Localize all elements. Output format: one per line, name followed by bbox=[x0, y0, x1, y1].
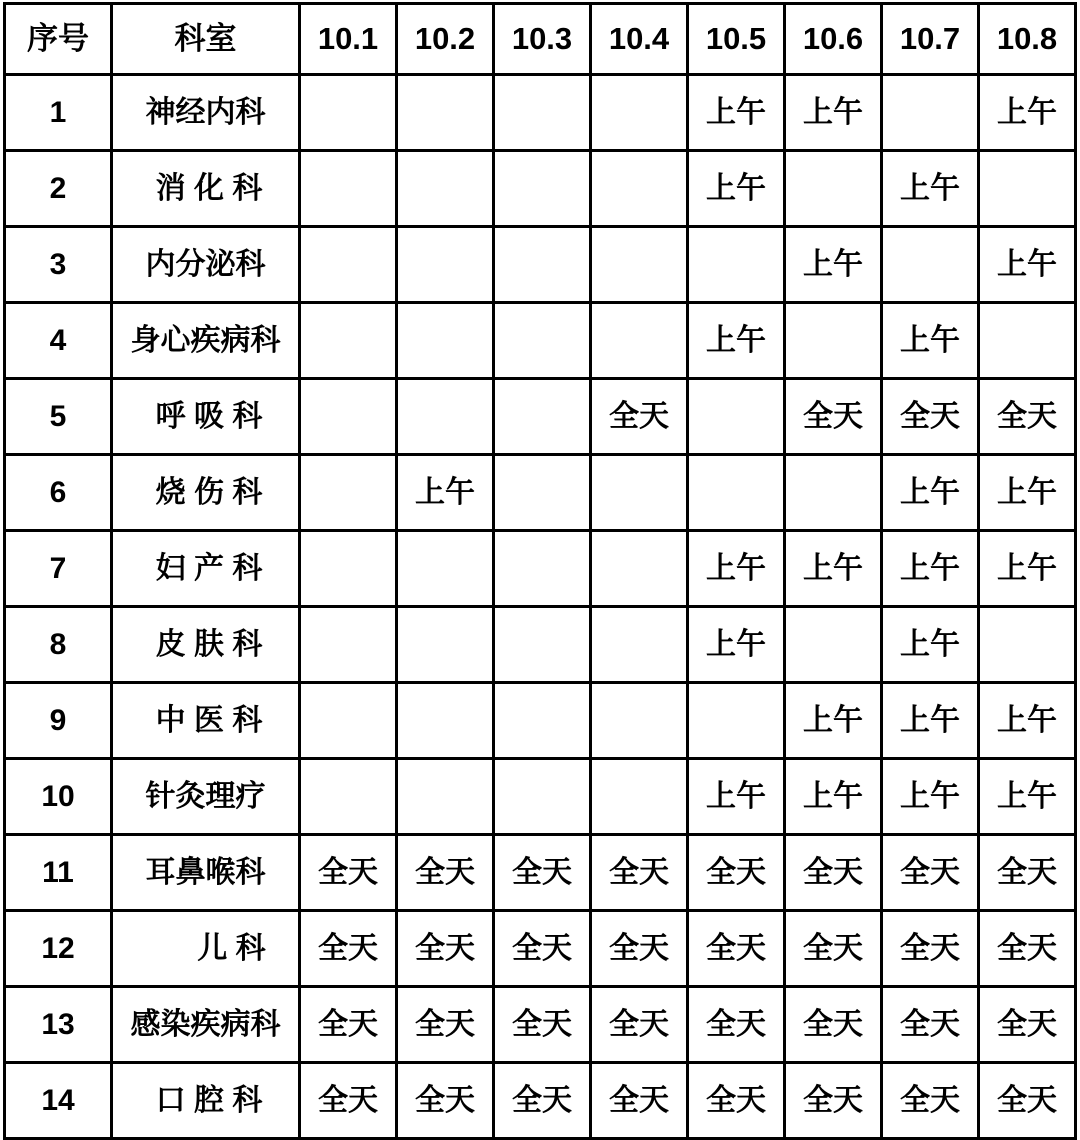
schedule-slot-cell bbox=[979, 607, 1076, 683]
schedule-slot-cell: 上午 bbox=[979, 531, 1076, 607]
schedule-slot-cell bbox=[397, 759, 494, 835]
schedule-slot-cell: 上午 bbox=[979, 455, 1076, 531]
schedule-slot-cell bbox=[300, 455, 397, 531]
schedule-slot-cell: 上午 bbox=[882, 531, 979, 607]
schedule-slot-cell bbox=[494, 607, 591, 683]
row-index-cell: 12 bbox=[5, 911, 112, 987]
table-row bbox=[5, 531, 1076, 607]
schedule-slot-cell bbox=[300, 379, 397, 455]
schedule-slot-cell: 全天 bbox=[300, 835, 397, 911]
table-row bbox=[5, 987, 1076, 1063]
department-name-cell: 口 腔 科 bbox=[112, 1063, 300, 1139]
table-header bbox=[5, 4, 1076, 75]
column-header-date-10-7: 10.7 bbox=[882, 4, 979, 75]
schedule-slot-cell bbox=[591, 455, 688, 531]
schedule-slot-cell: 上午 bbox=[397, 455, 494, 531]
schedule-slot-cell bbox=[397, 607, 494, 683]
schedule-slot-cell bbox=[494, 759, 591, 835]
table-row bbox=[5, 607, 1076, 683]
schedule-slot-cell: 上午 bbox=[785, 227, 882, 303]
schedule-slot-cell bbox=[882, 75, 979, 151]
row-index-cell: 14 bbox=[5, 1063, 112, 1139]
schedule-slot-cell bbox=[300, 75, 397, 151]
schedule-slot-cell: 全天 bbox=[785, 987, 882, 1063]
schedule-slot-cell: 上午 bbox=[688, 75, 785, 151]
schedule-slot-cell: 上午 bbox=[882, 303, 979, 379]
schedule-slot-cell: 全天 bbox=[882, 911, 979, 987]
schedule-slot-cell bbox=[494, 455, 591, 531]
schedule-slot-cell: 全天 bbox=[882, 987, 979, 1063]
schedule-slot-cell bbox=[494, 151, 591, 227]
schedule-slot-cell bbox=[397, 683, 494, 759]
row-index-cell: 1 bbox=[5, 75, 112, 151]
schedule-slot-cell: 全天 bbox=[979, 911, 1076, 987]
schedule-slot-cell: 上午 bbox=[785, 759, 882, 835]
department-name-cell: 烧 伤 科 bbox=[112, 455, 300, 531]
outpatient-schedule-table bbox=[3, 2, 1077, 1140]
column-header-date-10-3: 10.3 bbox=[494, 4, 591, 75]
column-header-date-10-2: 10.2 bbox=[397, 4, 494, 75]
schedule-slot-cell bbox=[591, 303, 688, 379]
schedule-slot-cell bbox=[591, 75, 688, 151]
table-row bbox=[5, 151, 1076, 227]
table-row bbox=[5, 835, 1076, 911]
table-row bbox=[5, 1063, 1076, 1139]
schedule-slot-cell: 上午 bbox=[688, 531, 785, 607]
schedule-slot-cell: 上午 bbox=[882, 607, 979, 683]
column-header-department: 科室 bbox=[112, 4, 300, 75]
column-header-date-10-4: 10.4 bbox=[591, 4, 688, 75]
schedule-slot-cell: 上午 bbox=[688, 151, 785, 227]
schedule-slot-cell: 上午 bbox=[688, 607, 785, 683]
schedule-slot-cell bbox=[591, 151, 688, 227]
schedule-slot-cell bbox=[300, 303, 397, 379]
schedule-slot-cell: 全天 bbox=[688, 911, 785, 987]
department-name-cell: 感染疾病科 bbox=[112, 987, 300, 1063]
schedule-slot-cell: 全天 bbox=[688, 987, 785, 1063]
schedule-slot-cell: 全天 bbox=[979, 987, 1076, 1063]
row-index-cell: 4 bbox=[5, 303, 112, 379]
schedule-slot-cell bbox=[397, 151, 494, 227]
table-row bbox=[5, 303, 1076, 379]
schedule-slot-cell bbox=[397, 531, 494, 607]
row-index-cell: 5 bbox=[5, 379, 112, 455]
schedule-slot-cell bbox=[882, 227, 979, 303]
schedule-slot-cell bbox=[785, 303, 882, 379]
row-index-cell: 10 bbox=[5, 759, 112, 835]
schedule-slot-cell: 全天 bbox=[591, 1063, 688, 1139]
schedule-slot-cell bbox=[494, 683, 591, 759]
schedule-slot-cell: 全天 bbox=[882, 835, 979, 911]
schedule-slot-cell: 全天 bbox=[494, 911, 591, 987]
schedule-slot-cell: 全天 bbox=[397, 1063, 494, 1139]
schedule-slot-cell: 全天 bbox=[688, 1063, 785, 1139]
schedule-slot-cell: 全天 bbox=[300, 911, 397, 987]
schedule-slot-cell: 上午 bbox=[785, 683, 882, 759]
schedule-slot-cell: 上午 bbox=[785, 75, 882, 151]
schedule-slot-cell: 全天 bbox=[785, 911, 882, 987]
department-name-cell: 皮 肤 科 bbox=[112, 607, 300, 683]
schedule-slot-cell: 上午 bbox=[882, 151, 979, 227]
schedule-slot-cell bbox=[397, 379, 494, 455]
schedule-slot-cell bbox=[688, 455, 785, 531]
schedule-slot-cell: 全天 bbox=[882, 379, 979, 455]
department-name-cell: 针灸理疗 bbox=[112, 759, 300, 835]
row-index-cell: 13 bbox=[5, 987, 112, 1063]
column-header-date-10-5: 10.5 bbox=[688, 4, 785, 75]
schedule-slot-cell bbox=[494, 531, 591, 607]
schedule-slot-cell bbox=[979, 303, 1076, 379]
schedule-slot-cell: 全天 bbox=[397, 987, 494, 1063]
department-name-cell: 妇 产 科 bbox=[112, 531, 300, 607]
schedule-slot-cell bbox=[494, 227, 591, 303]
schedule-slot-cell: 全天 bbox=[979, 835, 1076, 911]
schedule-slot-cell: 全天 bbox=[979, 1063, 1076, 1139]
schedule-slot-cell: 全天 bbox=[688, 835, 785, 911]
column-header-date-10-6: 10.6 bbox=[785, 4, 882, 75]
schedule-slot-cell: 上午 bbox=[979, 227, 1076, 303]
schedule-slot-cell: 全天 bbox=[785, 1063, 882, 1139]
schedule-slot-cell bbox=[397, 303, 494, 379]
row-index-cell: 11 bbox=[5, 835, 112, 911]
column-header-index: 序号 bbox=[5, 4, 112, 75]
schedule-slot-cell: 上午 bbox=[688, 303, 785, 379]
schedule-slot-cell: 全天 bbox=[300, 987, 397, 1063]
schedule-slot-cell bbox=[688, 683, 785, 759]
schedule-slot-cell: 全天 bbox=[979, 379, 1076, 455]
department-name-cell: 内分泌科 bbox=[112, 227, 300, 303]
schedule-slot-cell: 全天 bbox=[397, 835, 494, 911]
schedule-slot-cell bbox=[494, 75, 591, 151]
schedule-slot-cell: 全天 bbox=[882, 1063, 979, 1139]
department-name-cell: 儿 科 bbox=[112, 911, 300, 987]
table-row bbox=[5, 75, 1076, 151]
department-name-cell: 消 化 科 bbox=[112, 151, 300, 227]
table-row bbox=[5, 379, 1076, 455]
schedule-slot-cell: 全天 bbox=[397, 911, 494, 987]
schedule-slot-cell: 全天 bbox=[494, 987, 591, 1063]
table-row bbox=[5, 455, 1076, 531]
schedule-slot-cell bbox=[397, 75, 494, 151]
schedule-slot-cell bbox=[688, 379, 785, 455]
schedule-slot-cell: 全天 bbox=[494, 1063, 591, 1139]
table-row bbox=[5, 911, 1076, 987]
schedule-slot-cell: 上午 bbox=[882, 683, 979, 759]
column-header-date-10-8: 10.8 bbox=[979, 4, 1076, 75]
schedule-slot-cell: 上午 bbox=[785, 531, 882, 607]
schedule-slot-cell: 全天 bbox=[785, 835, 882, 911]
table-row bbox=[5, 759, 1076, 835]
schedule-slot-cell: 全天 bbox=[591, 911, 688, 987]
schedule-slot-cell bbox=[300, 683, 397, 759]
schedule-slot-cell bbox=[300, 227, 397, 303]
schedule-slot-cell bbox=[494, 303, 591, 379]
row-index-cell: 2 bbox=[5, 151, 112, 227]
row-index-cell: 8 bbox=[5, 607, 112, 683]
row-index-cell: 3 bbox=[5, 227, 112, 303]
schedule-slot-cell bbox=[688, 227, 785, 303]
schedule-slot-cell: 上午 bbox=[882, 455, 979, 531]
schedule-slot-cell bbox=[591, 607, 688, 683]
schedule-slot-cell: 全天 bbox=[591, 835, 688, 911]
row-index-cell: 9 bbox=[5, 683, 112, 759]
schedule-slot-cell bbox=[979, 151, 1076, 227]
schedule-slot-cell bbox=[591, 531, 688, 607]
schedule-slot-cell bbox=[494, 379, 591, 455]
schedule-slot-cell bbox=[300, 531, 397, 607]
schedule-slot-cell bbox=[300, 607, 397, 683]
row-index-cell: 6 bbox=[5, 455, 112, 531]
schedule-slot-cell: 全天 bbox=[300, 1063, 397, 1139]
schedule-slot-cell bbox=[785, 151, 882, 227]
table-row bbox=[5, 683, 1076, 759]
schedule-slot-cell bbox=[785, 455, 882, 531]
row-index-cell: 7 bbox=[5, 531, 112, 607]
schedule-slot-cell: 上午 bbox=[979, 75, 1076, 151]
table-row bbox=[5, 227, 1076, 303]
department-name-cell: 身心疾病科 bbox=[112, 303, 300, 379]
schedule-slot-cell bbox=[300, 151, 397, 227]
schedule-slot-cell: 全天 bbox=[591, 987, 688, 1063]
schedule-slot-cell: 全天 bbox=[591, 379, 688, 455]
department-name-cell: 耳鼻喉科 bbox=[112, 835, 300, 911]
column-header-date-10-1: 10.1 bbox=[300, 4, 397, 75]
schedule-slot-cell bbox=[591, 683, 688, 759]
schedule-slot-cell bbox=[591, 759, 688, 835]
schedule-slot-cell bbox=[300, 759, 397, 835]
schedule-slot-cell bbox=[785, 607, 882, 683]
table-body bbox=[5, 75, 1076, 1139]
schedule-slot-cell: 上午 bbox=[882, 759, 979, 835]
department-name-cell: 神经内科 bbox=[112, 75, 300, 151]
schedule-slot-cell bbox=[591, 227, 688, 303]
table-header-row bbox=[5, 4, 1076, 75]
department-name-cell: 呼 吸 科 bbox=[112, 379, 300, 455]
schedule-slot-cell bbox=[397, 227, 494, 303]
schedule-slot-cell: 上午 bbox=[688, 759, 785, 835]
department-name-cell: 中 医 科 bbox=[112, 683, 300, 759]
schedule-slot-cell: 上午 bbox=[979, 683, 1076, 759]
schedule-slot-cell: 全天 bbox=[494, 835, 591, 911]
schedule-slot-cell: 上午 bbox=[979, 759, 1076, 835]
schedule-slot-cell: 全天 bbox=[785, 379, 882, 455]
